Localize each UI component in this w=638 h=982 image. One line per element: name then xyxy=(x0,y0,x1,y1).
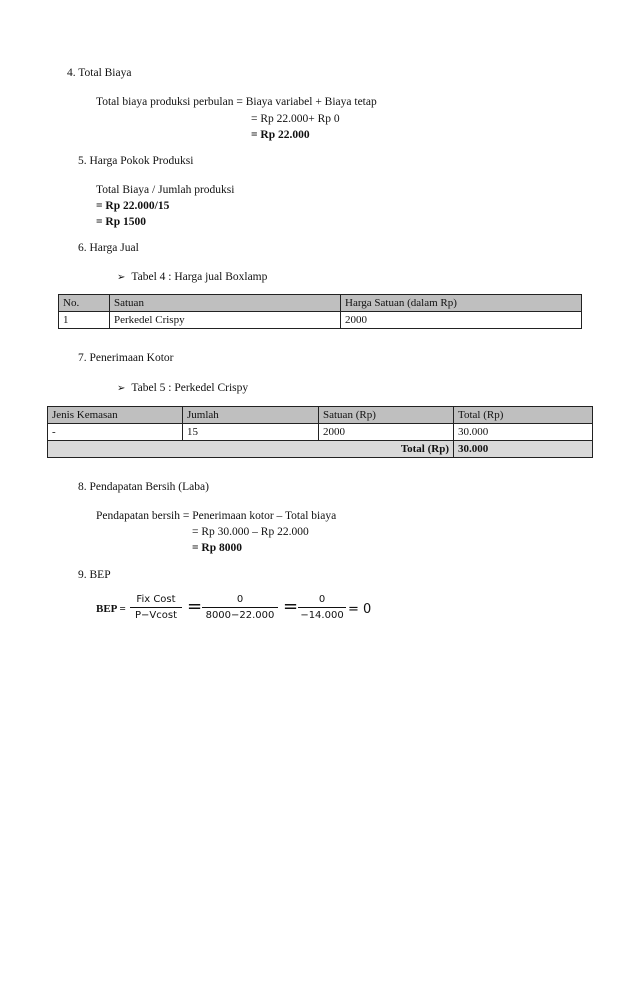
fraction-1-numerator: Fix Cost xyxy=(136,594,176,605)
section-5-line-1: Total Biaya / Jumlah produksi xyxy=(96,184,235,196)
section-4-line-3: = Rp 22.000 xyxy=(251,129,310,141)
bep-result: = 0 xyxy=(348,602,372,617)
section-8-line-1: Pendapatan bersih = Penerimaan kotor – Total biaya xyxy=(96,510,337,522)
table-5-cell-total: 30.000 xyxy=(454,424,593,441)
table-5 xyxy=(47,406,593,458)
section-4-heading: 4. Total Biaya xyxy=(67,67,132,79)
fraction-2-numerator: 0 xyxy=(236,594,244,605)
section-9-heading: 9. BEP xyxy=(78,569,111,581)
fraction-2-denominator: 8000−22.000 xyxy=(205,610,275,621)
section-5-heading: 5. Harga Pokok Produksi xyxy=(78,155,194,167)
table-5-caption-text: Tabel 5 : Perkedel Crispy xyxy=(131,382,249,394)
section-4-line-1: Total biaya produksi perbulan = Biaya variabel + Biaya tetap xyxy=(96,96,377,108)
fraction-fixcost xyxy=(130,594,182,621)
bep-label: BEP = xyxy=(96,603,126,615)
section-5-line-2: = Rp 22.000/15 xyxy=(96,200,170,212)
equals-sign-1: = xyxy=(187,596,203,617)
table-5-caption xyxy=(117,382,248,394)
table-4-header-harga: Harga Satuan (dalam Rp) xyxy=(341,295,582,312)
table-5-header-row xyxy=(48,407,593,424)
table-5-header-satuan: Satuan (Rp) xyxy=(319,407,454,424)
fraction-result xyxy=(298,594,346,621)
table-4-cell-harga: 2000 xyxy=(341,312,582,329)
table-5-header-total: Total (Rp) xyxy=(454,407,593,424)
fraction-3-numerator: 0 xyxy=(318,594,326,605)
table-5-header-jumlah: Jumlah xyxy=(183,407,319,424)
table-5-total-label: Total (Rp) xyxy=(48,441,454,458)
table-4-caption-text: Tabel 4 : Harga jual Boxlamp xyxy=(131,271,268,283)
equals-sign-2: = xyxy=(283,596,299,617)
table-5-header-jenis: Jenis Kemasan xyxy=(48,407,183,424)
table-4-header-satuan: Satuan xyxy=(110,295,341,312)
section-4-line-2: = Rp 22.000+ Rp 0 xyxy=(251,113,340,125)
section-7-heading: 7. Penerimaan Kotor xyxy=(78,352,174,364)
table-row xyxy=(59,312,582,329)
section-8-line-2: = Rp 30.000 – Rp 22.000 xyxy=(192,526,309,538)
table-5-total-value: 30.000 xyxy=(454,441,593,458)
table-4-caption xyxy=(117,271,267,283)
table-4-header-row xyxy=(59,295,582,312)
section-5-line-3: = Rp 1500 xyxy=(96,216,147,228)
table-4-cell-satuan: Perkedel Crispy xyxy=(110,312,341,329)
fraction-3-denominator: −14.000 xyxy=(300,610,344,621)
fraction-values xyxy=(202,594,278,621)
table-5-cell-jumlah: 15 xyxy=(183,424,319,441)
table-4 xyxy=(58,294,582,329)
table-4-header-no: No. xyxy=(59,295,110,312)
table-5-total-row xyxy=(48,441,593,458)
fraction-1-denominator: P−Vcost xyxy=(135,610,177,621)
arrow-bullet-icon: ➢ xyxy=(117,383,126,394)
section-8-line-3: = Rp 8000 xyxy=(192,542,243,554)
arrow-bullet-icon: ➢ xyxy=(117,272,126,283)
section-6-heading: 6. Harga Jual xyxy=(78,242,139,254)
table-5-cell-satuan: 2000 xyxy=(319,424,454,441)
table-5-cell-jenis: - xyxy=(48,424,183,441)
section-8-heading: 8. Pendapatan Bersih (Laba) xyxy=(78,481,209,493)
table-4-cell-no: 1 xyxy=(59,312,110,329)
table-row xyxy=(48,424,593,441)
